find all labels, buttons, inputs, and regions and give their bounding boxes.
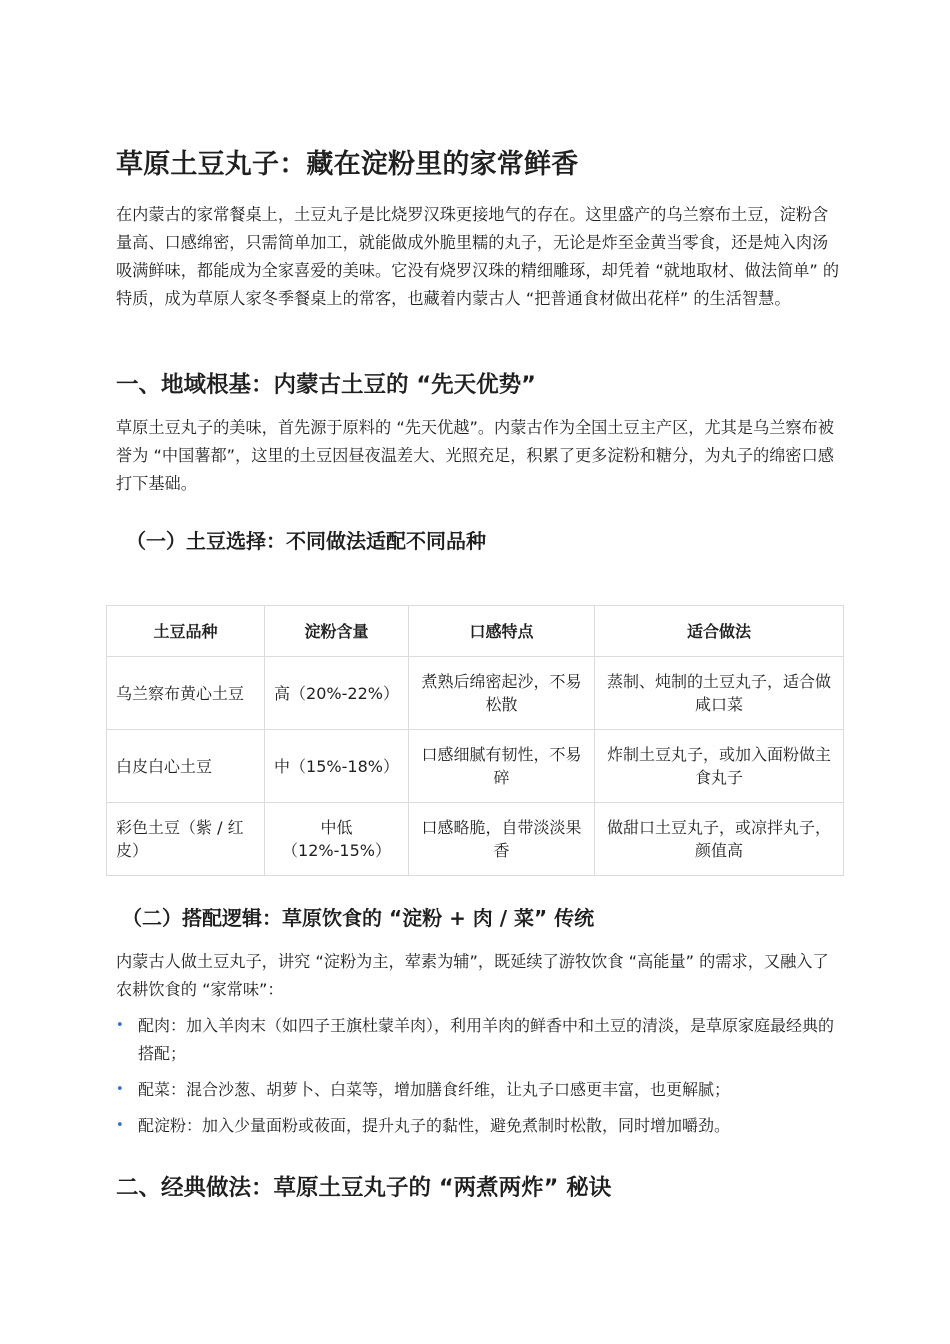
table-header-cell: 淀粉含量 [265, 606, 409, 657]
list-item [116, 1112, 844, 1140]
table-cell: 口感细腻有韧性，不易碎 [409, 730, 595, 803]
pairing-list [116, 1012, 844, 1148]
table-header-cell: 口感特点 [409, 606, 595, 657]
section-1-paragraph: 草原土豆丸子的美味，首先源于原料的 “先天优越”。内蒙古作为全国土豆主产区，尤其是乌兰察布被誉为 “中国薯都”，这里的土豆因昼夜温差大、光照充足，积累了更多淀粉和糖分，为丸子的绵密口感打下基础。 [116, 418, 834, 493]
table-header-row [107, 606, 844, 657]
table-row [107, 657, 844, 730]
bullet-icon: • [116, 1118, 124, 1133]
list-item [116, 1076, 844, 1104]
table-cell: 彩色土豆（紫 / 红皮） [107, 803, 265, 876]
intro-paragraph: 在内蒙古的家常餐桌上，土豆丸子是比烧罗汉珠更接地气的存在。这里盛产的乌兰察布土豆，淀粉含量高、口感绵密，只需简单加工，就能做成外脆里糯的丸子，无论是炸至金黄当零食，还是炖入肉汤吸满鲜味，都能成为全家喜爱的美味。它没有烧罗汉珠的精细雕琢，却凭着 “就地取材、做法简单” 的特质，成为草原人家冬季餐桌上的常客，也藏着内蒙古人 “把普通食材做出花样” 的生活智慧。 [116, 205, 840, 308]
table-cell: 炸制土豆丸子，或加入面粉做主食丸子 [595, 730, 844, 803]
table-row [107, 730, 844, 803]
subsection-2-heading: （二）搭配逻辑：草原饮食的 “淀粉 + 肉 / 菜” 传统 [122, 906, 595, 930]
table-cell: 蒸制、炖制的土豆丸子，适合做咸口菜 [595, 657, 844, 730]
table-cell: 中（15%-18%） [265, 730, 409, 803]
table-cell: 煮熟后绵密起沙，不易松散 [409, 657, 595, 730]
table-header-cell: 土豆品种 [107, 606, 265, 657]
bullet-icon: • [116, 1018, 124, 1033]
page-title: 草原土豆丸子：藏在淀粉里的家常鲜香 [116, 149, 579, 180]
table-cell: 口感略脆，自带淡淡果香 [409, 803, 595, 876]
table-cell: 高（20%-22%） [265, 657, 409, 730]
subsection-1-heading: （一）土豆选择：不同做法适配不同品种 [126, 529, 486, 553]
table-row [107, 803, 844, 876]
table-cell: 中低（12%-15%） [265, 803, 409, 876]
list-item-text: 配淀粉：加入少量面粉或莜面，提升丸子的黏性，避免煮制时松散，同时增加嚼劲。 [138, 1116, 731, 1135]
bullet-icon: • [116, 1082, 124, 1097]
list-item-text: 配菜：混合沙葱、胡萝卜、白菜等，增加膳食纤维，让丸子口感更丰富，也更解腻； [138, 1080, 731, 1099]
list-item-text: 配肉：加入羊肉末（如四子王旗杜蒙羊肉），利用羊肉的鲜香中和土豆的清淡，是草原家庭最经典的搭配； [138, 1016, 835, 1063]
table-header-cell: 适合做法 [595, 606, 844, 657]
section-1-heading: 一、地域根基：内蒙古土豆的 “先天优势” [116, 372, 536, 398]
table-cell: 做甜口土豆丸子，或凉拌丸子，颜值高 [595, 803, 844, 876]
section-2-heading: 二、经典做法：草原土豆丸子的 “两煮两炸” 秘诀 [116, 1175, 612, 1201]
table-cell: 乌兰察布黄心土豆 [107, 657, 265, 730]
list-item [116, 1012, 844, 1068]
subsection-2-paragraph: 内蒙古人做土豆丸子，讲究 “淀粉为主，荤素为辅”，既延续了游牧饮食 “高能量” 的需求，又融入了农耕饮食的 “家常味”： [116, 952, 829, 999]
table-cell: 白皮白心土豆 [107, 730, 265, 803]
potato-variety-table [106, 605, 844, 876]
